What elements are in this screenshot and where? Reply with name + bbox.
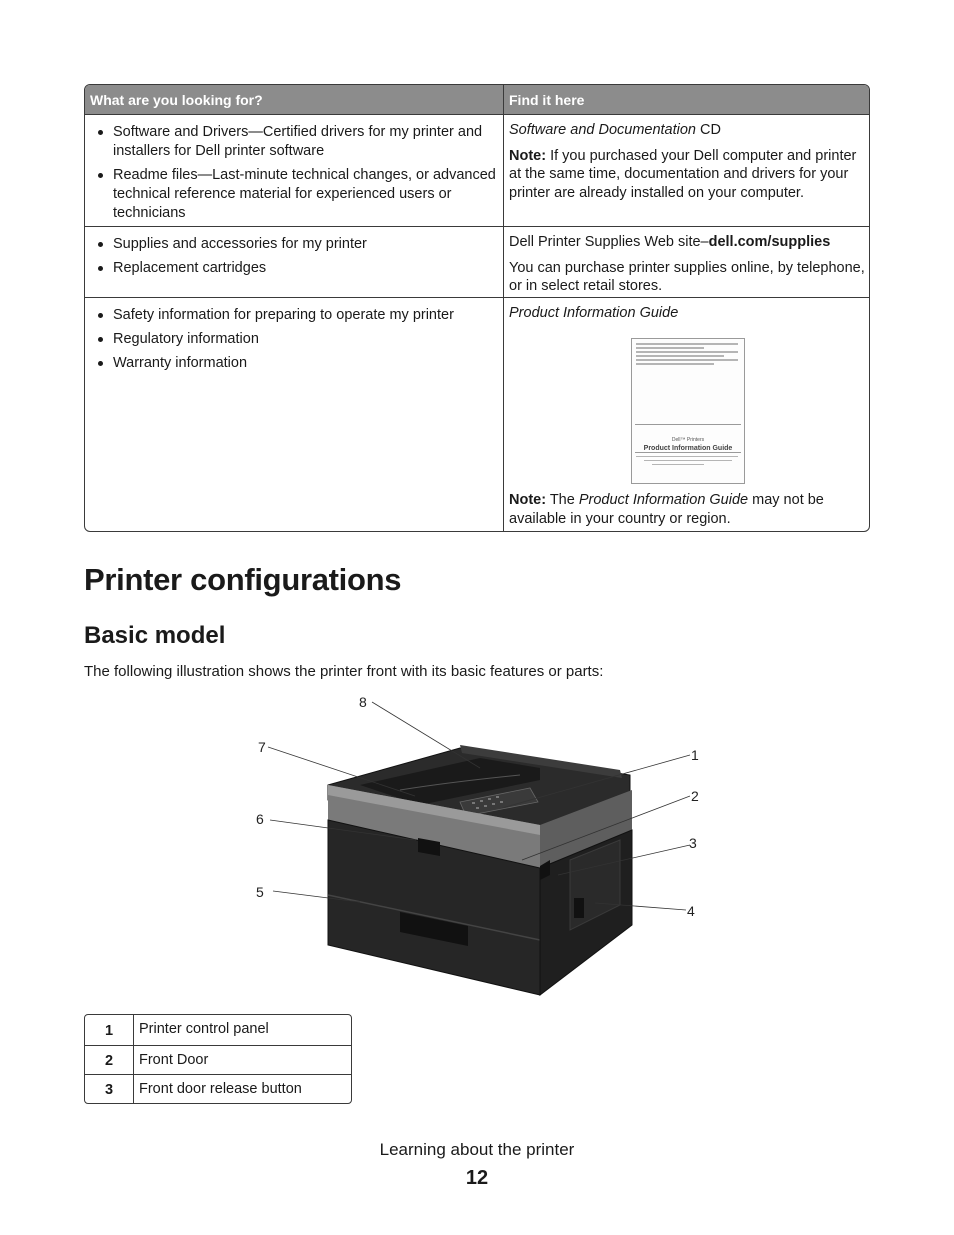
footer-chapter-title: Learning about the printer [379,1140,575,1159]
printer-illustration [240,690,720,1010]
product-guide-booklet-image [631,338,745,484]
callout-number-4: 4 [687,903,695,919]
list-item: Supplies and accessories for my printer [93,235,499,254]
callout-label: Printer control panel [139,1021,269,1037]
subsection-title: Basic model [84,622,226,649]
callout-num: 1 [85,1015,134,1045]
note-text: If you purchased your Dell computer and printer at the same time, documentation and drivers for your printer are already installed on your computer. [509,147,857,201]
table-row [85,1074,351,1103]
section-title: Printer configurations [84,562,402,597]
callout-table [84,1014,352,1104]
list-item: Warranty information [93,354,499,373]
resource-title [509,121,865,140]
callout-num: 3 [85,1075,134,1103]
callout-num: 2 [85,1046,134,1074]
note [509,147,865,203]
booklet-title: Product Information Guide [643,444,733,452]
supplies-site-prefix: Dell Printer Supplies Web site– [509,234,709,250]
note-label: Note: [509,147,547,164]
booklet-brand: Dell™ Printers [671,436,705,443]
list-item: Regulatory information [93,330,499,349]
bullet-list [85,227,503,278]
callout-number-7: 7 [258,739,266,755]
list-item: Replacement cartridges [93,259,499,278]
callout-label: Front door release button [139,1081,302,1097]
list-item: Readme files—Last-minute technical changes, or advanced technical reference material for experienced users or technicians [93,166,499,223]
supplies-site [509,233,865,252]
table-row [85,114,869,226]
intro-text: The following illustration shows the printer front with its basic features or parts: [84,663,604,680]
callout-label: Front Door [139,1052,209,1068]
list-item: Software and Drivers—Certified drivers for my printer and installers for Dell printer software [93,123,499,161]
supplies-site-link[interactable]: dell.com/supplies [708,234,831,250]
note-pre: The [546,492,579,508]
bullet-list [85,298,503,373]
page-number: 12 [465,1167,489,1189]
callout-number-6: 6 [256,811,264,827]
callout-number-1: 1 [691,747,699,763]
note-label: Note: [509,492,547,508]
resource-title-suffix: CD [696,122,721,138]
table-row [85,297,869,531]
resource-title-italic: Software and Documentation [509,122,696,138]
note-italic: Product Information Guide [578,492,749,508]
supplies-text: You can purchase printer supplies online, by telephone, or in select retail stores. [509,259,865,294]
table-row [85,226,869,297]
callout-number-2: 2 [691,788,699,804]
info-table [84,84,870,532]
table-header-find-it: Find it here [509,92,585,108]
callout-number-3: 3 [689,835,697,851]
table-row [85,1045,351,1074]
bullet-list [85,115,503,223]
note [509,491,865,528]
table-header-looking-for: What are you looking for? [85,85,504,114]
table-header-row [85,85,869,114]
callout-number-5: 5 [256,884,264,900]
resource-title: Product Information Guide [509,305,679,321]
callout-number-8: 8 [359,694,367,710]
list-item: Safety information for preparing to operate my printer [93,306,499,325]
table-row [85,1015,351,1045]
note-post: may not be available in your country or region. [509,492,824,527]
